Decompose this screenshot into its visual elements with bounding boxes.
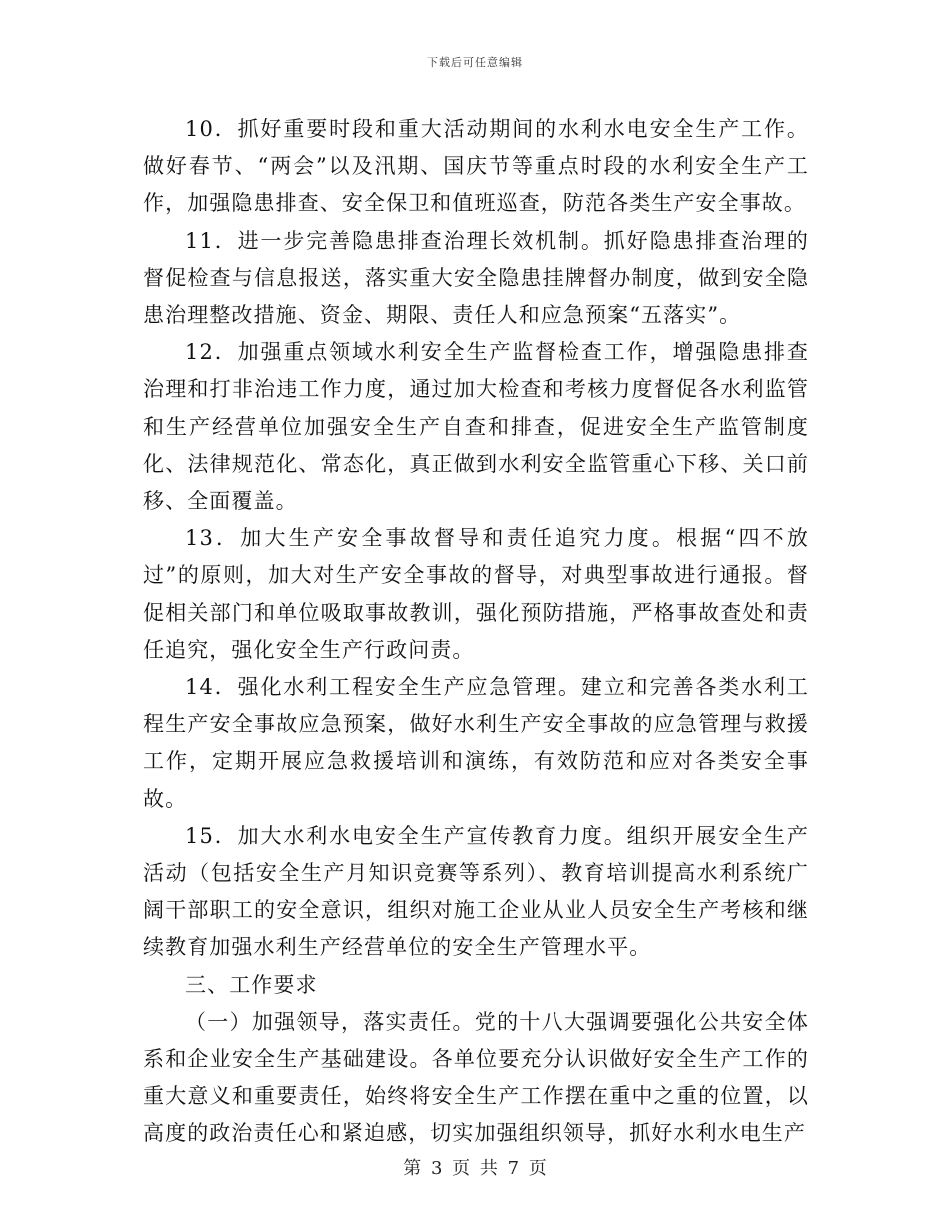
- paragraph-requirements-1: （一）加强领导，落实责任。党的十八大强调要强化公共安全体系和企业安全生产基础建设。各单位要充分认识做好安全生产工作的重大意义和重要责任，始终将安全生产工作摆在重中之重的位置，以高度的政治责任心和紧迫感，切实加强组织领导，抓好水利水电生产: [143, 1009, 809, 1146]
- paragraph-item-14: 14．强化水利工程安全生产应急管理。建立和完善各类水利工程生产安全事故应急预案，做好水利生产安全事故的应急管理与救援工作，定期开展应急救援培训和演练，有效防范和应对各类安全事故。: [143, 675, 809, 811]
- paragraph-item-11: 11．进一步完善隐患排查治理长效机制。抓好隐患排查治理的督促检查与信息报送，落实重大安全隐患挂牌督办制度，做到安全隐患治理整改措施、资金、期限、责任人和应急预案“五落实”。: [143, 228, 809, 328]
- page-header-note: 下载后可任意编辑: [427, 56, 523, 69]
- paragraph-item-13: 13．加大生产安全事故督导和责任追究力度。根据“四不放过”的原则，加大对生产安全事故的督导，对典型事故进行通报。督促相关部门和单位吸取事故教训，强化预防措施，严格事故查处和责任追究，强化安全生产行政问责。: [143, 526, 809, 662]
- paragraph-item-12: 12．加强重点领域水利安全生产监督检查工作，增强隐患排查治理和打非治违工作力度，通过加大检查和考核力度督促各水利监管和生产经营单位加强安全生产自查和排查，促进安全生产监管制度化、法律规范化、常态化，真正做到水利安全监管重心下移、关口前移、全面覆盖。: [143, 340, 809, 514]
- paragraph-item-10: 10．抓好重要时段和重大活动期间的水利水电安全生产工作。做好春节、“两会”以及汛期、国庆节等重点时段的水利安全生产工作，加强隐患排查、安全保卫和值班巡查，防范各类生产安全事故。: [143, 117, 809, 216]
- section-heading: 三、工作要求: [185, 972, 318, 997]
- page-number: 第 3 页 共 7 页: [403, 1158, 547, 1179]
- paragraph-item-15: 15．加大水利水电安全生产宣传教育力度。组织开展安全生产活动（包括安全生产月知识竞赛等系列）、教育培训提高水利系统广阔干部职工的安全意识，组织对施工企业从业人员安全生产考核和继续教育加强水利生产经营单位的安全生产管理水平。: [143, 823, 809, 960]
- document-body: [143, 111, 809, 1153]
